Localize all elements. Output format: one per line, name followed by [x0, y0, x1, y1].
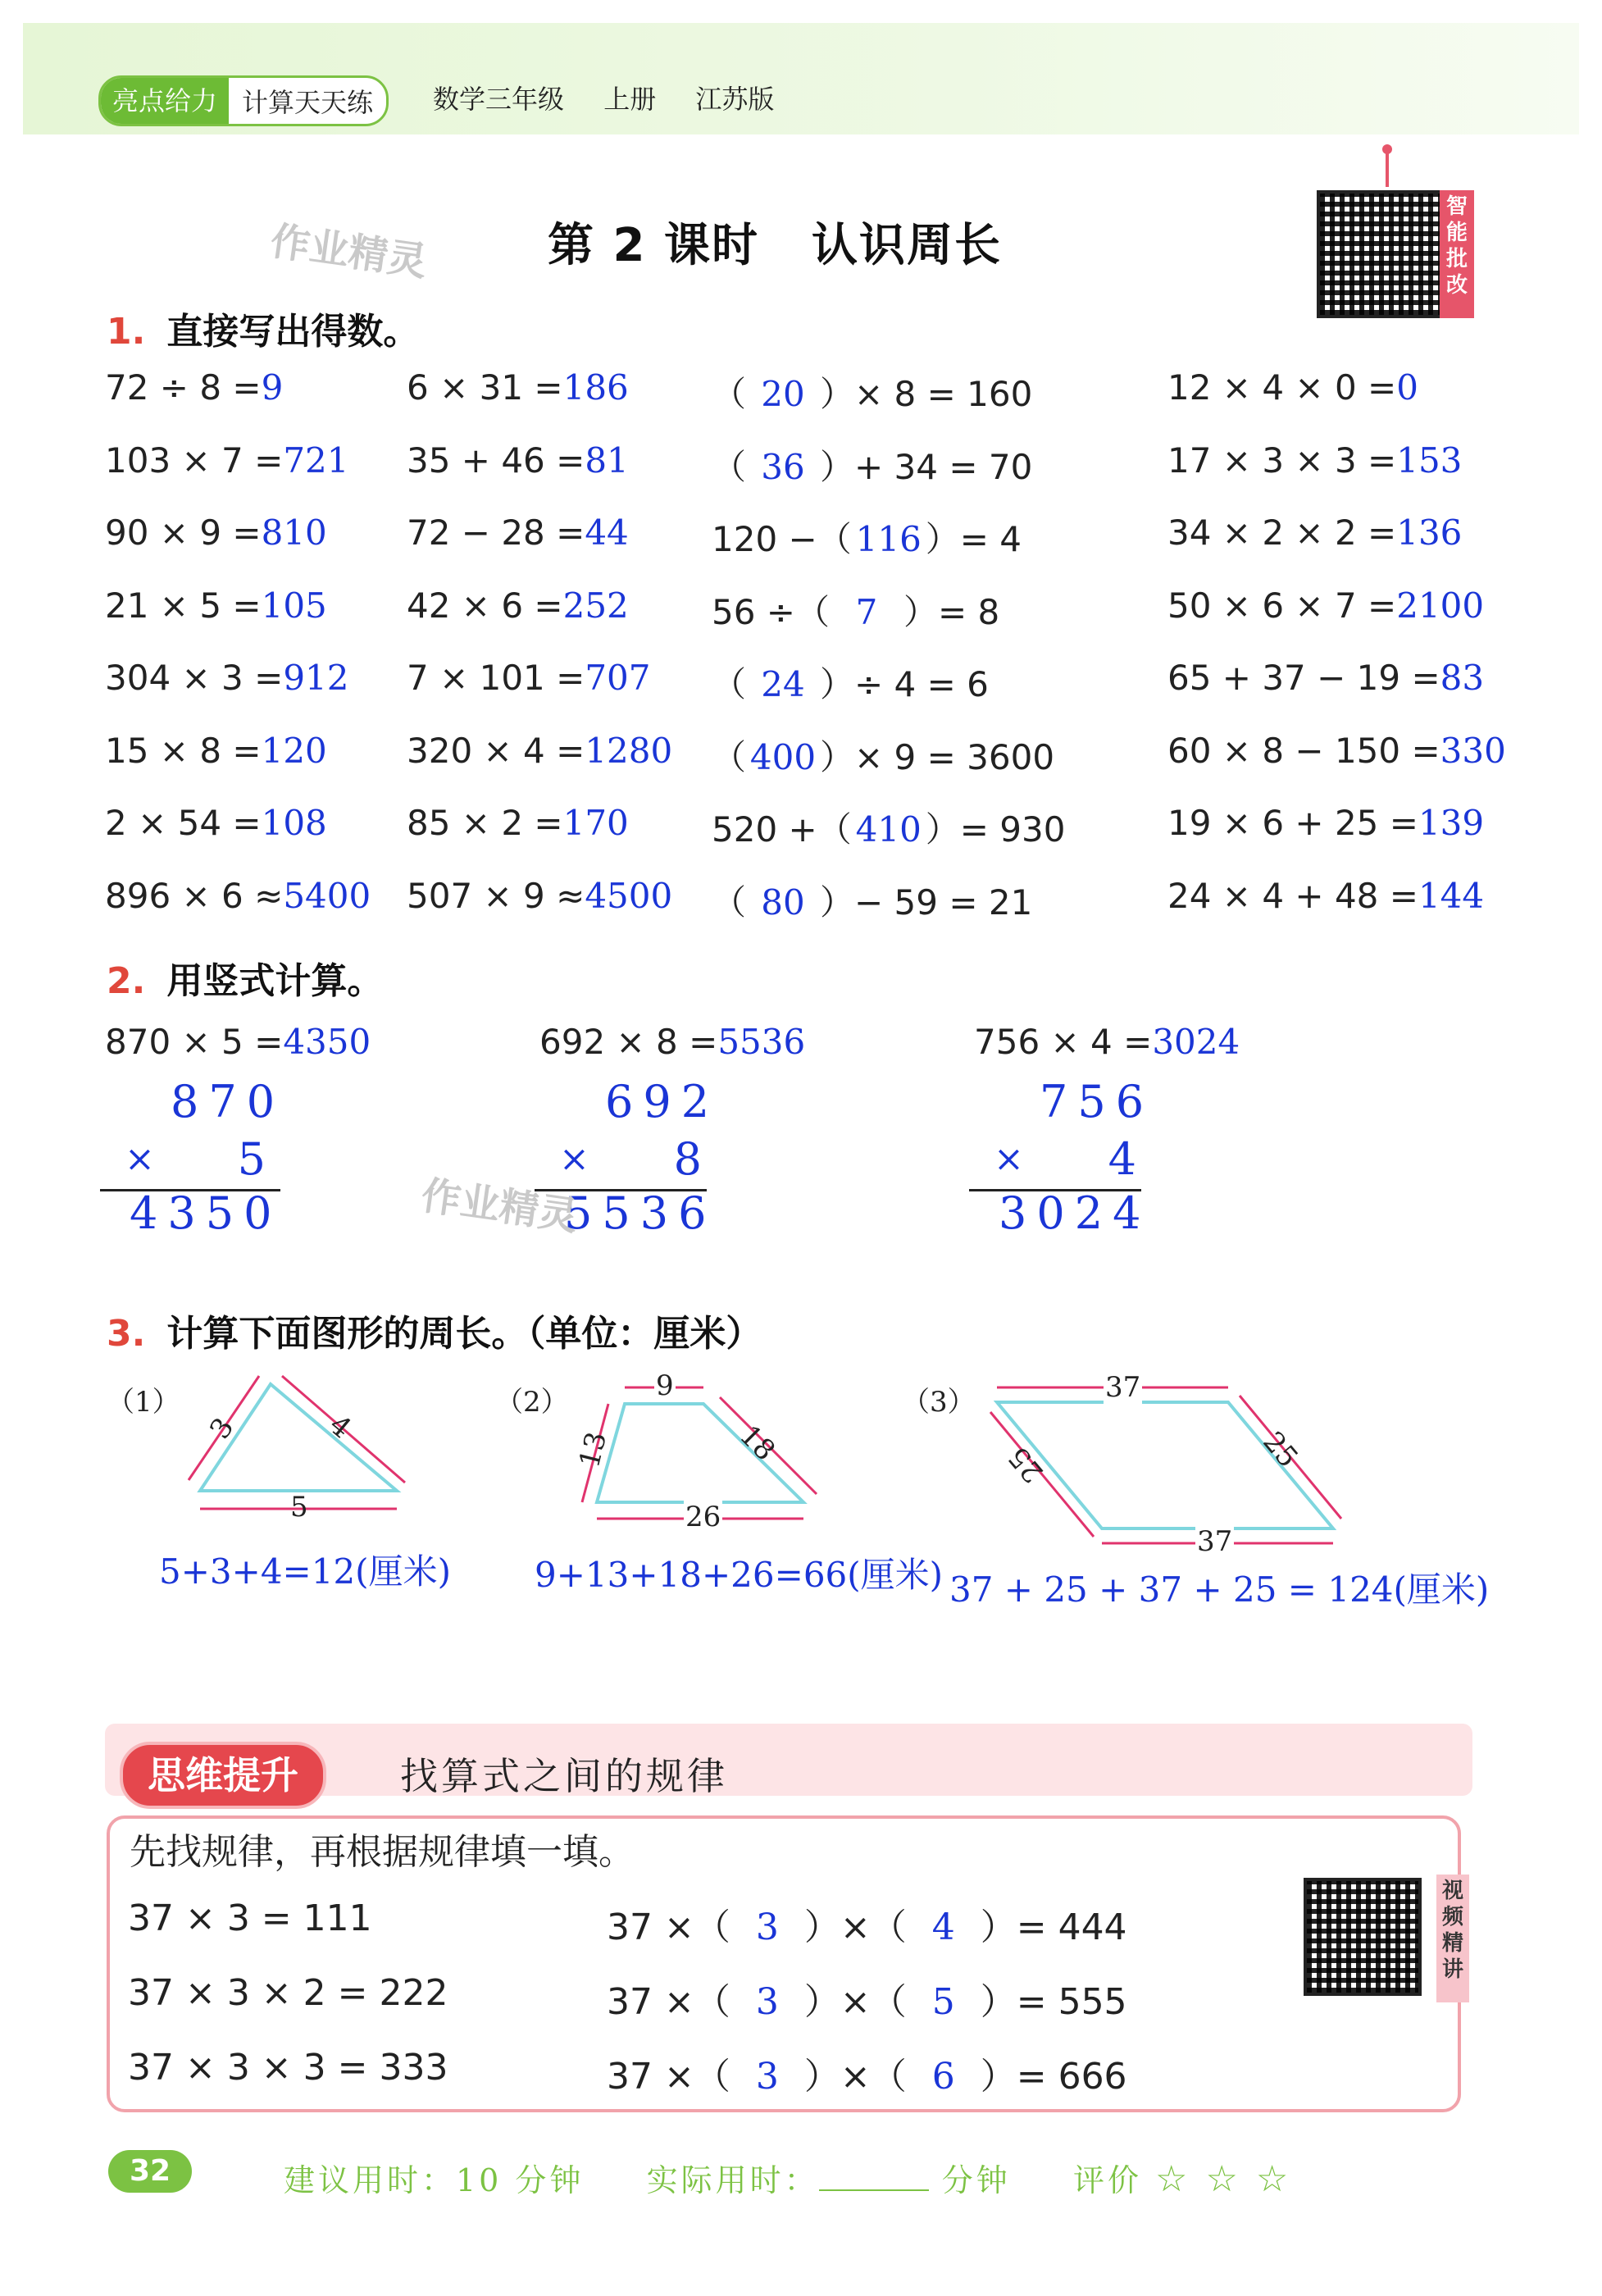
- q1-expression-pre: （: [712, 736, 747, 777]
- q1-expression: 17 × 3 × 3 =: [1167, 440, 1397, 481]
- edition-label: 江苏版: [695, 84, 775, 115]
- q1-answer: 9: [261, 367, 284, 408]
- qr-video-icon[interactable]: [1304, 1878, 1422, 1996]
- q1-answer: 20: [761, 374, 805, 414]
- q1-expression: 2 × 54 =: [105, 803, 262, 843]
- fig2-side-c: 18: [733, 1419, 782, 1468]
- q2-top-number: 870: [171, 1076, 285, 1128]
- q1-expression-post: ）= 930: [925, 809, 1066, 850]
- q2-result: 3024: [999, 1187, 1151, 1239]
- watermark: 作业精灵: [267, 217, 430, 286]
- q1-expression-post: ）+ 34 = 70: [820, 446, 1033, 487]
- q1-expression: 60 × 8 − 150 =: [1167, 730, 1440, 771]
- q1-answer: 144: [1418, 875, 1485, 916]
- q2-result: 4350: [130, 1187, 282, 1239]
- qrvid-char-0: 视: [1441, 1879, 1463, 1903]
- q1-answer: 5400: [283, 875, 371, 916]
- q3-text: 计算下面图形的周长。（单位：厘米）: [166, 1313, 762, 1355]
- fig1-side-a: 3: [203, 1411, 241, 1446]
- q1-expression-pre: 56 ÷（: [712, 591, 830, 632]
- q2-answer: 5536: [717, 1022, 806, 1062]
- q1-expression-post: ）− 59 = 21: [820, 882, 1033, 922]
- qrvid-char-3: 讲: [1441, 1957, 1463, 1982]
- q2-multiplier: 8: [673, 1133, 712, 1185]
- q1-expression: 12 × 4 × 0 =: [1167, 367, 1397, 408]
- q1-answer: 0: [1396, 367, 1418, 408]
- fig2-side-d: 26: [685, 1501, 721, 1533]
- q1-expression-pre: （: [712, 882, 747, 922]
- q1-answer: 810: [261, 512, 327, 553]
- fig2-side-b: 13: [572, 1428, 614, 1471]
- q2-top-number: 756: [1040, 1076, 1154, 1128]
- q2-expression: 870 × 5 =: [105, 1022, 284, 1062]
- think-right-result: ）= 555: [980, 1981, 1127, 2023]
- q1-answer: 4500: [585, 875, 673, 916]
- fig3-side-c: 25: [1256, 1425, 1304, 1474]
- actual-time-blank[interactable]: [819, 2189, 929, 2191]
- q1-expression: 7 × 101 =: [407, 658, 585, 698]
- volume-label: 上册: [603, 84, 657, 115]
- page-number: 32: [108, 2150, 192, 2193]
- actual-time-label: 实际用时：: [646, 2162, 819, 2198]
- fig1-side-c: 5: [290, 1491, 308, 1524]
- q1-answer: 410: [855, 809, 922, 850]
- q1-answer: 1280: [585, 730, 673, 771]
- q1-expression: 304 × 3 =: [105, 658, 284, 698]
- q2-times-sign: ×: [994, 1138, 1034, 1180]
- brand-label: 亮点给力: [101, 78, 229, 124]
- fig1-side-b: 4: [322, 1408, 357, 1446]
- think-left-eq: 37 × 3 = 111: [128, 1897, 372, 1939]
- think-right-mid: ）×（: [803, 1981, 907, 2023]
- fig2-answer: 9+13+18+26=66(厘米): [535, 1555, 944, 1595]
- q1-answer: 153: [1396, 440, 1463, 481]
- think-right-eq: [607, 1972, 1127, 2025]
- think-title: 找算式之间的规律: [400, 1754, 728, 1798]
- q2-multiplier: 4: [1108, 1133, 1146, 1185]
- q1-expression: 34 × 2 × 2 =: [1167, 512, 1397, 553]
- q1-answer: 83: [1440, 658, 1485, 698]
- q2-times-sign: ×: [559, 1138, 599, 1180]
- q1-expression: 507 × 9 ≈: [407, 875, 585, 916]
- think-right-eq: [607, 2047, 1127, 2099]
- qrvid-char-2: 精: [1441, 1931, 1463, 1956]
- q1-expression-pre: （: [712, 664, 747, 704]
- qr-video-tag: [1436, 1875, 1469, 2002]
- q1-number: 1.: [107, 311, 146, 353]
- fig3-label: （3）: [902, 1386, 976, 1419]
- q1-expression: 320 × 4 =: [407, 730, 585, 771]
- q1-expression: 72 ÷ 8 =: [105, 367, 262, 408]
- q1-expression-pre: （: [712, 374, 747, 414]
- rating-label: 评价: [1072, 2162, 1142, 2198]
- q2-times-sign: ×: [125, 1138, 165, 1180]
- q1-expression: 896 × 6 ≈: [105, 875, 284, 916]
- think-instruction: 先找规律，再根据规律填一填。: [130, 1831, 635, 1873]
- think-answer-b: 4: [931, 1906, 955, 1948]
- q1-expression: 72 − 28 =: [407, 512, 585, 553]
- qrtop-char-0: 智: [1445, 194, 1468, 219]
- q2-expression: 692 × 8 =: [539, 1022, 718, 1062]
- qrvid-char-1: 频: [1441, 1905, 1463, 1929]
- q2-result: 5536: [564, 1187, 717, 1239]
- footer-timer: [284, 2155, 1291, 2200]
- q1-answer: 186: [562, 367, 629, 408]
- q2-multiplier: 5: [237, 1133, 275, 1185]
- q1-expression: 15 × 8 =: [105, 730, 262, 771]
- q1-expression: 103 × 7 =: [105, 440, 284, 481]
- think-left-eq: 37 × 3 × 3 = 333: [128, 2047, 448, 2089]
- q1-answer: 44: [585, 512, 629, 553]
- think-right-mid: ）×（: [803, 1906, 907, 1948]
- fig3-side-d: 37: [1197, 1525, 1233, 1558]
- q2-expression: 756 × 4 =: [974, 1022, 1153, 1062]
- q2-number: 2.: [107, 960, 146, 1002]
- q1-answer: 912: [283, 658, 349, 698]
- think-left-eq: 37 × 3 × 2 = 222: [128, 1972, 448, 2014]
- q1-expression: 6 × 31 =: [407, 367, 563, 408]
- q1-expression: 50 × 6 × 7 =: [1167, 585, 1397, 626]
- q2-answer: 4350: [283, 1022, 371, 1062]
- q1-answer: 36: [761, 446, 805, 487]
- q1-expression-post: ）÷ 4 = 6: [820, 664, 989, 704]
- q1-answer: 330: [1440, 730, 1506, 771]
- q1-answer: 120: [261, 730, 327, 771]
- think-tag: 思维提升: [120, 1742, 326, 1809]
- q1-answer: 252: [562, 585, 629, 626]
- think-right-result: ）= 666: [980, 2056, 1127, 2098]
- fig3-side-b: 25: [1002, 1440, 1050, 1489]
- think-answer-b: 6: [931, 2056, 955, 2098]
- qrtop-char-2: 批: [1445, 247, 1468, 271]
- think-answer-a: 3: [755, 1981, 779, 2023]
- q1-answer: 170: [562, 803, 629, 843]
- time-unit: 分钟: [941, 2162, 1011, 2198]
- think-right-mid: ）×（: [803, 2056, 907, 2098]
- lesson-number: 第 2 课时: [548, 219, 759, 272]
- q1-expression: 35 + 46 =: [407, 440, 585, 481]
- rating-stars-icon[interactable]: ☆ ☆ ☆: [1155, 2158, 1292, 2200]
- q1-answer: 24: [761, 664, 805, 704]
- fig2-side-a: 9: [656, 1369, 674, 1402]
- think-right-pre: 37 ×（: [607, 1981, 730, 2023]
- fig3-answer: 37 + 25 + 37 + 25 = 124(厘米): [949, 1569, 1490, 1610]
- q1-answer: 136: [1396, 512, 1463, 553]
- q1-answer: 81: [585, 440, 629, 481]
- think-right-pre: 37 ×（: [607, 1906, 730, 1948]
- q1-expression: 85 × 2 =: [407, 803, 563, 843]
- q1-expression-pre: 120 −（: [712, 519, 852, 559]
- q1-answer: 721: [283, 440, 349, 481]
- fig2-label: （2）: [495, 1386, 569, 1419]
- q2-text: 用竖式计算。: [166, 960, 384, 1002]
- lesson-topic: 认识周长: [811, 219, 1002, 272]
- suggested-time: 建议用时：10 分钟: [284, 2162, 585, 2198]
- q1-answer: 707: [585, 658, 651, 698]
- q1-answer: 108: [261, 803, 327, 843]
- qrtop-char-1: 能: [1445, 221, 1468, 245]
- think-right-pre: 37 ×（: [607, 2056, 730, 2098]
- q1-expression-post: ）= 8: [903, 591, 1000, 632]
- q1-expression-post: ）× 9 = 3600: [820, 736, 1055, 777]
- fig1-label: （1）: [107, 1386, 180, 1419]
- q1-answer: 105: [261, 585, 327, 626]
- series-label: 计算天天练: [242, 87, 374, 118]
- q2-top-number: 692: [605, 1076, 720, 1128]
- q1-expression: 65 + 37 − 19 =: [1167, 658, 1440, 698]
- q1-expression: 42 × 6 =: [407, 585, 563, 626]
- think-answer-a: 3: [755, 2056, 779, 2098]
- subject-label: 数学三年级: [433, 84, 565, 115]
- qrtop-char-3: 改: [1445, 273, 1468, 298]
- q1-expression-pre: 520 +（: [712, 809, 852, 850]
- q1-answer: 139: [1418, 803, 1485, 843]
- fig3-side-a: 37: [1105, 1371, 1141, 1404]
- q1-expression: 90 × 9 =: [105, 512, 262, 553]
- think-right-result: ）= 444: [980, 1906, 1127, 1948]
- q1-answer: 116: [855, 519, 922, 559]
- think-answer-b: 5: [931, 1981, 955, 2023]
- q1-expression-post: ）× 8 = 160: [820, 374, 1033, 414]
- dim-line-25-left: [990, 1412, 1094, 1537]
- q1-answer: 400: [749, 736, 817, 777]
- q1-expression: 21 × 5 =: [105, 585, 262, 626]
- think-right-eq: [607, 1897, 1127, 1950]
- q1-expression-post: ）= 4: [925, 519, 1022, 559]
- q2-answer: 3024: [1152, 1022, 1240, 1062]
- q1-expression: 19 × 6 + 25 =: [1167, 803, 1418, 843]
- think-answer-a: 3: [755, 1906, 779, 1948]
- q1-answer: 2100: [1396, 585, 1485, 626]
- q1-answer: 80: [761, 882, 805, 922]
- watermark-2: 作业精灵: [418, 1172, 581, 1241]
- q1-expression-pre: （: [712, 446, 747, 487]
- q3-number: 3.: [107, 1313, 146, 1355]
- fig1-answer: 5+3+4=12(厘米): [159, 1551, 451, 1592]
- q1-expression: 24 × 4 + 48 =: [1167, 875, 1418, 916]
- q1-answer: 7: [855, 591, 878, 632]
- q1-text: 直接写出得数。: [166, 311, 420, 353]
